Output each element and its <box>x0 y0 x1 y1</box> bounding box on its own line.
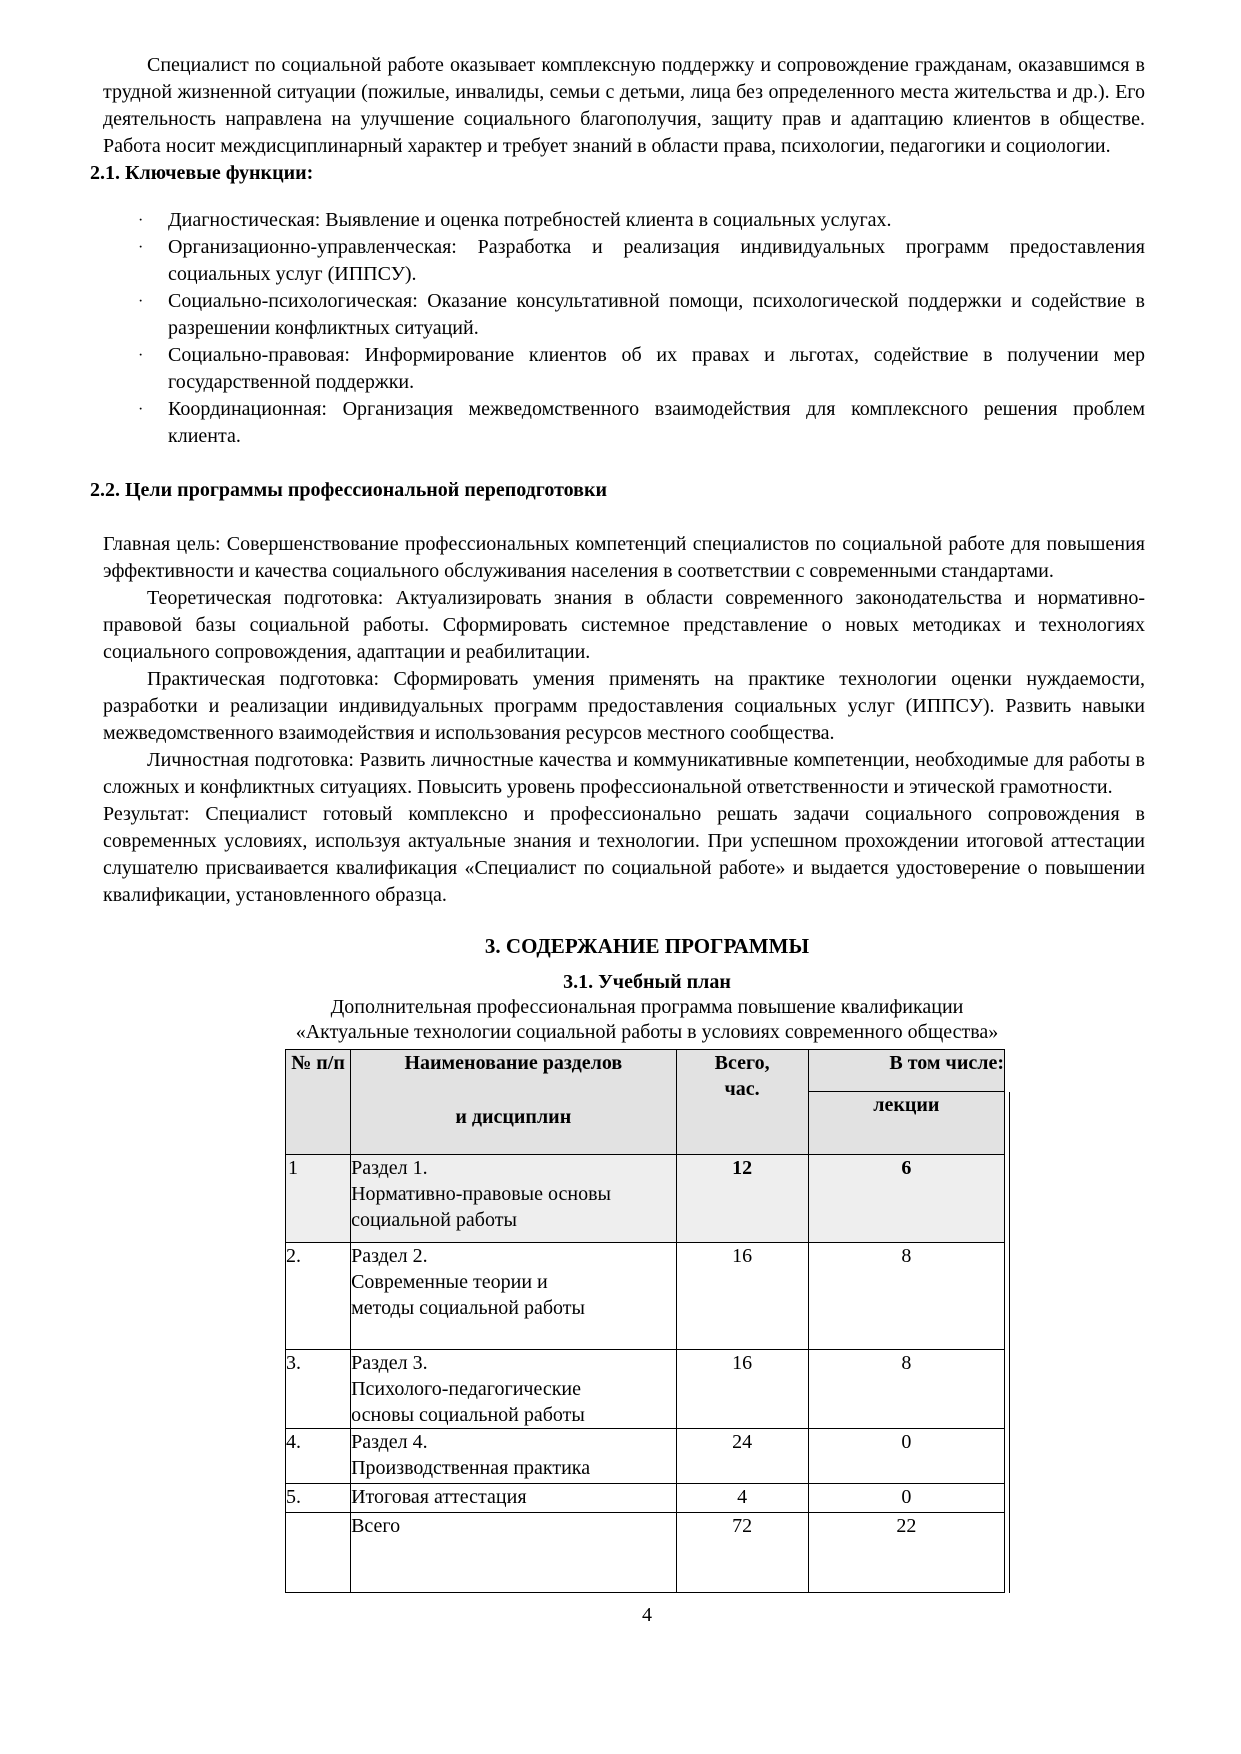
table-row <box>286 1484 1005 1513</box>
goal-paragraph-theory: Теоретическая подготовка: Актуализировать знания в области современного законодательства и нормативно-правовой базы социальной работы. Сформировать системное представление о новых методиках и технологиях социального сопровождения, адаптации и реабилитации. <box>103 587 1145 663</box>
table-row <box>286 1243 1005 1350</box>
row-name-cell <box>351 1484 676 1513</box>
row-name-line: Производственная практика <box>351 1457 591 1479</box>
row-num-cell: 2. <box>286 1243 351 1350</box>
table-row-total <box>286 1513 1005 1593</box>
header-cell-num: № п/п <box>286 1050 351 1155</box>
goal-paragraph-result: Результат: Специалист готовый комплексно и профессионально решать задачи социального сопровождения в современных условиях, используя актуальные знания и технологии. При успешном прохождении итоговой аттестации слушателю присваивается квалификация «Специалист по социальной работе» и выдается удостоверение о повышении квалификации, установленного образца. <box>103 803 1145 906</box>
section-2-1-heading: 2.1. Ключевые функции: <box>90 162 314 184</box>
row-num-cell: 4. <box>286 1429 351 1484</box>
bullet-icon: · <box>138 293 144 310</box>
program-title-line2: «Актуальные технологии социальной работы в условиях современного общества» <box>295 1021 999 1043</box>
row-name-line: Раздел 1. <box>351 1157 428 1179</box>
list-item-text: Диагностическая: Выявление и оценка потребностей клиента в социальных услугах. <box>168 209 892 231</box>
intro-paragraph: Специалист по социальной работе оказывает комплексную поддержку и сопровождение гражданам, оказавшимся в трудной жизненной ситуации (пожилые, инвалиды, семьи с детьми, лица без определенного места жительства и др.). Его деятельность направлена на улучшение социального благополучия, защиту прав и адаптацию клиентов в обществе. Работа носит междисциплинарный характер и требует знаний в области права, психологии, педагогики и социологии. <box>103 54 1145 157</box>
row-total-cell: 4 <box>676 1484 808 1513</box>
table-row <box>286 1429 1005 1484</box>
header-total-line1: Всего, <box>714 1052 770 1074</box>
bullet-icon: · <box>138 212 144 229</box>
list-item-text: Социально-правовая: Информирование клиентов об их правах и льготах, содействие в получении мер государственной поддержки. <box>168 344 1145 393</box>
page-number: 4 <box>642 1604 652 1626</box>
row-name-cell <box>351 1243 676 1350</box>
row-total-cell: 72 <box>676 1513 808 1593</box>
header-total-line2: час. <box>724 1078 760 1100</box>
list-item <box>138 288 1145 342</box>
bullet-icon: · <box>138 347 144 364</box>
row-name-cell <box>351 1513 676 1593</box>
row-name-line: Раздел 2. <box>351 1245 428 1267</box>
header-cell-name <box>351 1050 676 1155</box>
list-item <box>138 396 1145 450</box>
table-row <box>286 1155 1005 1243</box>
bullet-icon: · <box>138 239 144 256</box>
list-item-text: Социально-психологическая: Оказание консультативной помощи, психологической поддержки и содействие в разрешении конфликтных ситуаций. <box>168 290 1145 339</box>
row-name-line: методы социальной работы <box>351 1297 585 1319</box>
list-item <box>138 342 1145 396</box>
row-name-cell <box>351 1155 676 1243</box>
header-cell-including: В том числе: <box>808 1050 1004 1092</box>
header-name-line1: Наименование разделов <box>404 1052 623 1074</box>
row-name-line: основы социальной работы <box>351 1404 585 1426</box>
row-name-line: Раздел 3. <box>351 1352 428 1374</box>
key-functions-list <box>138 207 1145 450</box>
section-2-2-heading: 2.2. Цели программы профессиональной переподготовки <box>90 479 608 501</box>
row-num-cell: 1 <box>286 1155 351 1243</box>
row-num-cell: 5. <box>286 1484 351 1513</box>
row-num-cell <box>286 1513 351 1593</box>
list-item <box>138 234 1145 288</box>
program-title-line1: Дополнительная профессиональная программа повышение квалификации <box>330 996 964 1018</box>
table-row <box>286 1350 1005 1429</box>
goal-paragraph-practice: Практическая подготовка: Сформировать умения применять на практике технологии оценки нуждаемости, разработки и реализации индивидуальных программ предоставления социальных услуг (ИППСУ). Развить навыки межведомственного взаимодействия и использования ресурсов местного сообщества. <box>103 668 1145 744</box>
row-lectures-cell: 6 <box>808 1155 1004 1243</box>
row-name-line: социальной работы <box>351 1209 517 1231</box>
row-name-cell <box>351 1350 676 1429</box>
row-name-line: Психолого-педагогические <box>351 1378 582 1400</box>
goal-paragraph-personal: Личностная подготовка: Развить личностные качества и коммуникативные компетенции, необходимые для работы в сложных и конфликтных ситуациях. Повысить уровень профессиональной ответственности и этической грамотности. <box>103 749 1145 798</box>
list-item-text: Организационно-управленческая: Разработка и реализация индивидуальных программ предоставления социальных услуг (ИППСУ). <box>168 236 1145 285</box>
row-name-cell <box>351 1429 676 1484</box>
section-3-heading: 3. СОДЕРЖАНИЕ ПРОГРАММЫ <box>484 934 810 958</box>
header-name-line2: и дисциплин <box>455 1106 572 1128</box>
section-3-1-heading: 3.1. Учебный план <box>563 971 731 993</box>
row-num-cell: 3. <box>286 1350 351 1429</box>
section-3-block <box>149 933 1145 1045</box>
row-name-line: Раздел 4. <box>351 1431 428 1453</box>
bullet-icon: · <box>138 401 144 418</box>
list-item-text: Координационная: Организация межведомственного взаимодействия для комплексного решения проблем клиента. <box>168 398 1145 447</box>
table-right-double-border <box>1009 1092 1010 1593</box>
row-lectures-cell: 0 <box>808 1429 1004 1484</box>
row-name-line: Современные теории и <box>351 1271 548 1293</box>
row-lectures-cell: 8 <box>808 1350 1004 1429</box>
goal-paragraph-main: Главная цель: Совершенствование профессиональных компетенций специалистов по социальной работе для повышения эффективности и качества социального обслуживания населения в соответствии с современными стандартами. <box>103 533 1145 582</box>
list-item <box>138 207 1145 234</box>
row-total-cell: 12 <box>676 1155 808 1243</box>
row-name-line: Нормативно-правовые основы <box>351 1183 611 1205</box>
header-cell-lectures: лекции <box>808 1092 1004 1155</box>
curriculum-table <box>285 1049 1005 1593</box>
curriculum-table-wrap <box>285 1049 1005 1593</box>
row-name-line: Всего <box>351 1515 401 1537</box>
row-total-cell: 16 <box>676 1350 808 1429</box>
header-cell-total <box>676 1050 808 1155</box>
row-lectures-cell: 22 <box>808 1513 1004 1593</box>
row-lectures-cell: 8 <box>808 1243 1004 1350</box>
row-name-line: Итоговая аттестация <box>351 1486 527 1508</box>
row-total-cell: 16 <box>676 1243 808 1350</box>
table-header-row <box>286 1050 1005 1092</box>
row-total-cell: 24 <box>676 1429 808 1484</box>
row-lectures-cell: 0 <box>808 1484 1004 1513</box>
